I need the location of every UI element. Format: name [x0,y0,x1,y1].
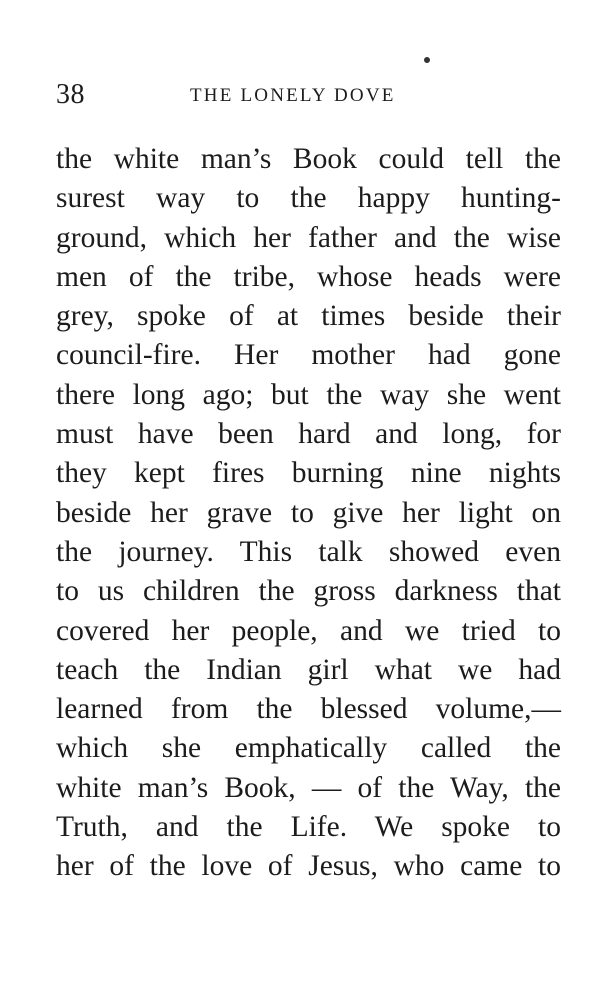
text-line: learned from the blessed volume,— [56,693,561,726]
text-line: men of the tribe, whose heads were [56,260,561,293]
ink-speck-decoration [424,57,430,63]
text-line: the white man’s Book could tell the [56,143,561,175]
page-number: 38 [56,79,85,110]
running-title: THE LONELY DOVE [190,85,396,106]
text-line: the journey. This talk showed even [56,535,561,568]
text-line: covered her people, and we tried to [56,614,561,647]
text-line: which she emphatically called the [56,732,561,765]
text-line: council-fire. Her mother had gone [56,339,561,372]
text-line: must have been hard and long, for [56,418,561,451]
text-line: ground, which her father and the wise [56,221,561,254]
text-line: white man’s Book, — of the Way, the [56,771,561,804]
text-line: Truth, and the Life. We spoke to [56,811,561,844]
text-line: surest way to the happy hunting- [56,182,561,215]
text-line: they kept fires burning nine nights [56,457,561,490]
text-line: her of the love of Jesus, who came to [56,850,561,883]
running-head [56,78,561,112]
body-text [56,140,561,887]
text-line: teach the Indian girl what we had [56,653,561,686]
text-line: grey, spoke of at times beside their [56,300,561,333]
text-line: to us children the gross darkness that [56,575,561,608]
text-line: there long ago; but the way she went [56,378,561,411]
text-line: beside her grave to give her light on [56,496,561,529]
